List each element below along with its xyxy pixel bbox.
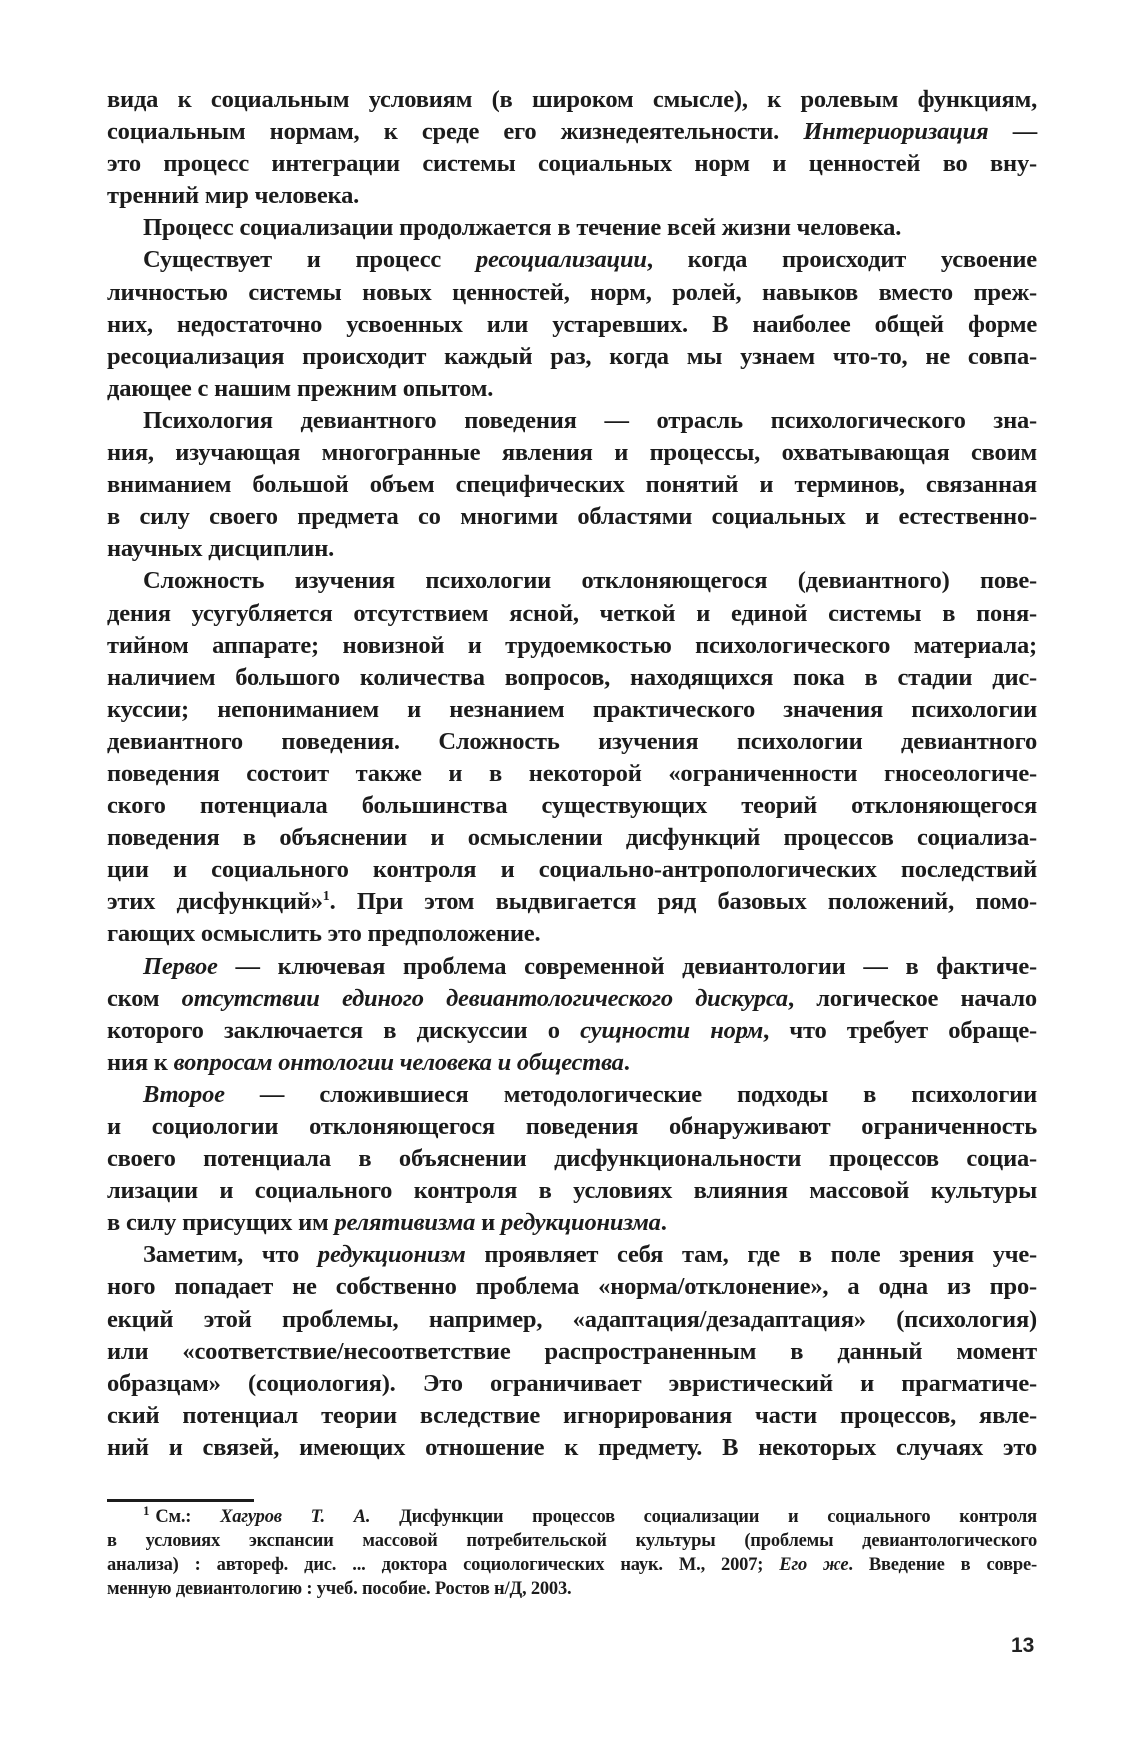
text-line [107,533,1037,565]
text-run: гающих осмыслить это предположение. [107,920,541,948]
page-number: 13 [1011,1634,1035,1657]
text-run: ский потенциал теории вследствие игнорирования части процессов, явле- [107,1401,1037,1429]
italic-term: релятивизма [334,1209,476,1237]
text-run: ний и связей, имеющих отношение к предмету. В некоторых случаях это [107,1433,1037,1461]
text-run: вниманием большой объем специфических понятий и терминов, связанная [107,471,1037,499]
text-run: ресоциализация происходит каждый раз, когда мы узнаем что-то, не совпа- [107,342,1037,370]
italic-term: вопросам онтологии человека и общества [173,1048,624,1076]
footnote-line [107,1577,1037,1601]
text-run: . При этом выдвигается ряд базовых положений, помо- [329,888,1037,916]
text-line [107,983,1037,1015]
text-run: екций этой проблемы, например, «адаптация/дезадаптация» (психология) [107,1305,1037,1333]
text-line [107,1271,1037,1303]
italic-term: Хагуров Т. А. [220,1507,371,1527]
text-line [107,1079,1037,1111]
text-run: — сложившиеся методологические подходы в психологии [224,1080,1037,1108]
text-run: проявляет себя там, где в поле зрения уче- [465,1241,1037,1269]
text-run: Сложность изучения психологии отклоняющегося (девиантного) пове- [143,567,1037,595]
footnote-separator [107,1499,254,1502]
bold-term: Психология девиантного поведения [143,406,577,434]
text-line [107,437,1037,469]
text-line [107,1336,1037,1368]
footnote-marker: 1 [143,1503,150,1518]
text-run: , логическое начало [787,984,1037,1012]
text-line [107,822,1037,854]
text-line [107,694,1037,726]
paragraph-p2 [107,212,1037,244]
text-line [107,565,1037,597]
text-run: ния, изучающая многогранные явления и процессы, охватывающая своим [107,439,1037,467]
paragraph-p4 [107,405,1037,565]
text-run: ского потенциала большинства существующих теорий отклоняющегося [107,792,1037,820]
text-line [107,244,1037,276]
text-line [107,758,1037,790]
text-run: лизации и социального контроля в условиях влияния массовой культуры [107,1177,1037,1205]
text-run: , что требует обраще- [763,1016,1038,1044]
text-line [107,1207,1037,1239]
italic-term: Второе [143,1080,225,1108]
text-run: . Введение в совре- [848,1555,1037,1575]
text-line [107,1143,1037,1175]
text-run: менную девиантологию : учеб. пособие. Ростов н/Д, 2003. [107,1579,572,1599]
text-run: в силу своего предмета со многими областями социальных и естественно- [107,503,1037,531]
text-run: в силу присущих им [107,1209,335,1237]
text-line [107,84,1037,116]
text-line [107,309,1037,341]
text-run: дающее с нашим прежним опытом. [107,374,494,402]
footnote [107,1505,1037,1601]
paragraph-p1 [107,84,1037,212]
text-run: дения усугубляется отсутствием ясной, четкой и единой системы в поня- [107,599,1037,627]
text-line [107,116,1037,148]
text-run: ции и социального контроля и социально-антропологических последствий [107,856,1037,884]
text-line [107,1015,1037,1047]
paragraph-p6 [107,951,1037,1079]
text-run: куссии; непониманием и незнанием практического значения психологии [107,695,1037,723]
text-run: социальным нормам, к среде его жизнедеятельности. [107,118,804,146]
text-run: которого заключается в дискуссии о [107,1016,581,1044]
text-line [107,1047,1037,1079]
paragraph-p3 [107,244,1037,404]
text-run: научных дисциплин. [107,535,335,563]
text-run: тренний мир человека. [107,182,360,210]
text-run: них, недостаточно усвоенных или устаревших. В наиболее общей форме [107,310,1037,338]
text-line [107,598,1037,630]
text-line [107,180,1037,212]
text-run: — [988,118,1037,146]
paragraph-p5 [107,565,1037,950]
paragraph-p8 [107,1239,1037,1464]
text-run: . [660,1209,667,1237]
text-line [107,951,1037,983]
body-text [107,84,1037,1464]
text-run: или «соответствие/несоответствие распространенным в данный момент [107,1337,1037,1365]
text-run: наличием большого количества вопросов, находящихся пока в стадии дис- [107,663,1037,691]
text-run: ском [107,984,182,1012]
text-line [107,1111,1037,1143]
text-line [107,469,1037,501]
text-line [107,277,1037,309]
text-run: это процесс интеграции системы социальных норм и ценностей во вну- [107,150,1037,178]
text-run: — ключевая проблема современной девиантологии — в фактиче- [217,952,1037,980]
text-line [107,630,1037,662]
text-run: ния к [107,1048,174,1076]
text-run: своего потенциала в объяснении дисфункциональности процессов социа- [107,1145,1037,1173]
italic-term: отсутствии единого девиантологического дискурса [181,984,788,1012]
footnote-line [107,1529,1037,1553]
text-line [107,405,1037,437]
italic-term: Его же [779,1555,849,1575]
text-run: Процесс социализации продолжается в течение всей жизни человека. [143,214,902,242]
text-run: и социологии отклоняющегося поведения обнаруживают ограниченность [107,1113,1037,1140]
text-run: . [623,1048,630,1076]
footnote-line [107,1505,1037,1529]
text-run: — отрасль психологического зна- [576,406,1037,434]
italic-term: редукционизма [500,1209,661,1237]
text-line [107,148,1037,180]
paragraph-p7 [107,1079,1037,1239]
text-line [107,790,1037,822]
text-run: образцам» (социология). Это ограничивает эвристический и прагматиче- [107,1369,1037,1397]
italic-term: Первое [143,952,218,980]
footnote-line [107,1553,1037,1577]
text-line [107,886,1037,918]
text-run: в условиях экспансии массовой потребительской культуры (проблемы девиантологического [107,1531,1037,1551]
text-line [107,1368,1037,1400]
text-line [107,212,1037,244]
text-run: вида к социальным условиям (в широком смысле), к ролевым функциям, [107,86,1037,113]
text-run: поведения состоит также и в некоторой «ограниченности гносеологиче- [107,759,1037,787]
text-run: девиантного поведения. Сложность изучения психологии девиантного [107,727,1037,755]
text-line [107,1304,1037,1336]
text-run: Существует и процесс [143,246,476,274]
text-run: анализа) : автореф. дис. ... доктора социологических наук. М., 2007; [107,1555,780,1575]
text-run: и [475,1209,501,1237]
text-run: поведения в объяснении и осмыслении дисфункций процессов социализа- [107,824,1037,852]
text-run: тийном аппарате; новизной и трудоемкостью психологического материала; [107,631,1037,659]
text-line [107,1239,1037,1271]
text-line [107,1400,1037,1432]
text-run: Заметим, что [143,1241,318,1269]
footnote-reference[interactable]: 1 [322,889,330,905]
text-line [107,501,1037,533]
text-line [107,341,1037,373]
text-run: ного попадает не собственно проблема «норма/отклонение», а одна из про- [107,1273,1037,1301]
italic-term: Интериоризация [803,118,989,146]
italic-term: сущности норм [580,1016,764,1044]
italic-term: ресоциализации [475,246,647,274]
text-line [107,918,1037,950]
text-run: личностью системы новых ценностей, норм, ролей, навыков вместо преж- [107,278,1037,306]
text-line [107,854,1037,886]
text-run: Дисфункции процессов социализации и социального контроля [370,1507,1037,1527]
text-run: этих дисфункций» [107,888,323,916]
text-line [107,662,1037,694]
text-run: См.: [155,1507,221,1527]
text-line [107,373,1037,405]
text-line [107,1175,1037,1207]
text-line [107,1432,1037,1464]
italic-term: редукционизм [317,1241,466,1269]
text-run: , когда происходит усвоение [646,246,1037,274]
text-line [107,726,1037,758]
